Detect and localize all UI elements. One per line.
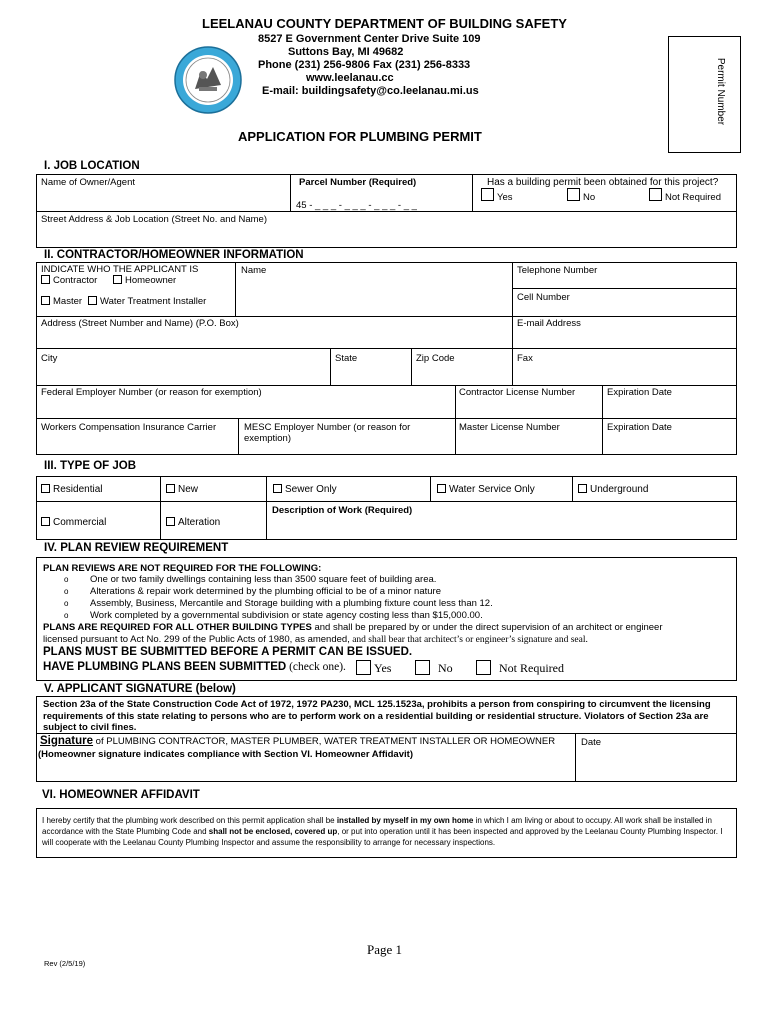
email-label: E-mail Address (517, 318, 581, 329)
fax-label: Fax (517, 353, 533, 364)
applicant-contractor[interactable]: Contractor (41, 275, 97, 286)
state-label: State (335, 353, 358, 364)
page-number: Page 1 (367, 942, 403, 957)
section-1-heading: I. JOB LOCATION (44, 160, 140, 172)
building-permit-not-required[interactable]: Not Required (649, 188, 721, 203)
name-label: Name (241, 265, 267, 276)
date-label: Date (581, 737, 602, 748)
building-permit-yes[interactable]: Yes (481, 188, 513, 203)
parcel-number-format[interactable]: 45 - _ _ _ - _ _ _ - _ _ _ - _ _ (296, 200, 417, 211)
plans-submitted-question: HAVE PLUMBING PLANS BEEN SUBMITTED (check one). (43, 661, 346, 673)
affidavit-text: I hereby certify that the plumbing work described on this permit application shall be installed by myself in my own home in which I am living or about to occupy. All work shall be installed in accordance with the State Plumbing Code and shall not be enclosed, covered up, or put into operation until it has been inspected and approved by the Leelanau County Plumbing Inspector. I will cooperate with the Leelanau County Plumbing Inspector and assume the responsibility to arrange for necessary inspections. (42, 816, 723, 847)
plans-required-line: PLANS ARE REQUIRED FOR ALL OTHER BUILDING TYPES and shall be prepared by or under the direct supervision of an architect or engineer (43, 622, 663, 633)
list-item: o One or two family dwellings containing less than 3500 square feet of building area. (42, 574, 493, 586)
section-6-heading: VI. HOMEOWNER AFFIDAVIT (42, 789, 200, 801)
website: www.leelanau.cc (306, 72, 394, 84)
checkbox-icon[interactable] (437, 484, 446, 493)
checkbox-icon[interactable] (356, 660, 371, 675)
job-water-service[interactable]: Water Service Only (437, 484, 535, 495)
checkbox-icon[interactable] (273, 484, 282, 493)
applicant-master[interactable]: Master (41, 296, 82, 307)
applicant-water-treatment[interactable]: Water Treatment Installer (88, 296, 206, 307)
permit-number-label: Permit Number (715, 57, 727, 126)
applicant-homeowner[interactable]: Homeowner (113, 275, 176, 286)
section-23a-text: Section 23a of the State Construction Code Act of 1972, 1972 PA230, MCL 125.1523a, prohibits a person from conspiring to circumvent the licensing requirements of this state relating to persons who are to perform work on a residential building or residential structure. Violators of Section 23a are subject to civil fines. (43, 699, 711, 733)
checkbox-icon[interactable] (166, 484, 175, 493)
checkbox-icon[interactable] (113, 275, 122, 284)
revision-date: Rev (2/5/19) (44, 959, 86, 968)
checkbox-icon[interactable] (649, 188, 662, 201)
job-sewer-only[interactable]: Sewer Only (273, 484, 337, 495)
street-address-label: Street Address & Job Location (Street No. and Name) (41, 214, 268, 225)
phone-fax: Phone (231) 256-9806 Fax (231) 256-8333 (258, 59, 471, 71)
checkbox-icon[interactable] (578, 484, 587, 493)
plan-review-exemptions-list (42, 574, 493, 622)
workers-comp-label: Workers Compensation Insurance Carrier (41, 422, 217, 433)
telephone-label: Telephone Number (517, 265, 598, 276)
building-permit-no[interactable]: No (567, 188, 595, 203)
contractor-license-label: Contractor License Number (459, 387, 576, 398)
plans-submitted-no[interactable]: No (415, 660, 453, 676)
plans-submit-warning: PLANS MUST BE SUBMITTED BEFORE A PERMIT CAN BE ISSUED. (43, 646, 413, 658)
applicant-type-label: INDICATE WHO THE APPLICANT IS (41, 264, 199, 275)
mesc-label: MESC Employer Number (or reason for exemption) (244, 422, 411, 444)
address-line-2: Suttons Bay, MI 49682 (288, 46, 404, 58)
signature-label: Signature of PLUMBING CONTRACTOR, MASTER PLUMBER, WATER TREATMENT INSTALLER OR HOMEOWNER (40, 735, 556, 747)
expiration-date-label: Expiration Date (607, 387, 672, 398)
county-seal-icon (173, 45, 243, 115)
checkbox-icon[interactable] (166, 517, 175, 526)
plans-submitted-not-required[interactable]: Not Required (476, 660, 564, 676)
description-of-work-label: Description of Work (Required) (272, 505, 413, 516)
email-address: E-mail: buildingsafety@co.leelanau.mi.us (262, 85, 479, 97)
cell-label: Cell Number (517, 292, 570, 303)
checkbox-icon[interactable] (476, 660, 491, 675)
job-residential[interactable]: Residential (41, 484, 102, 495)
section-3-heading: III. TYPE OF JOB (44, 460, 137, 472)
homeowner-note: (Homeowner signature indicates compliance with Section VI. Homeowner Affidavit) (38, 749, 413, 760)
job-underground[interactable]: Underground (578, 484, 648, 495)
section-2-heading: II. CONTRACTOR/HOMEOWNER INFORMATION (44, 249, 304, 261)
city-label: City (41, 353, 58, 364)
checkbox-icon[interactable] (41, 517, 50, 526)
job-new[interactable]: New (166, 484, 198, 495)
job-commercial[interactable]: Commercial (41, 517, 106, 528)
job-alteration[interactable]: Alteration (166, 517, 220, 528)
checkbox-icon[interactable] (41, 275, 50, 284)
list-item: o Assembly, Business, Mercantile and Storage building with a plumbing fixture count less than 12. (42, 598, 493, 610)
plans-submitted-yes[interactable]: Yes (356, 660, 391, 676)
licensed-line: licensed pursuant to Act No. 299 of the Public Acts of 1980, as amended, and shall bear that architect’s or engineer’s signature and seal. (43, 634, 588, 645)
checkbox-icon[interactable] (567, 188, 580, 201)
master-license-label: Master License Number (459, 422, 560, 433)
zip-label: Zip Code (416, 353, 455, 364)
expiration-date-2-label: Expiration Date (607, 422, 672, 433)
address-label: Address (Street Number and Name) (P.O. Box) (41, 318, 239, 329)
section-5-heading: V. APPLICANT SIGNATURE (below) (44, 683, 236, 695)
fein-label: Federal Employer Number (or reason for exemption) (41, 387, 262, 398)
checkbox-icon[interactable] (481, 188, 494, 201)
checkbox-icon[interactable] (415, 660, 430, 675)
parcel-number-label: Parcel Number (Required) (299, 177, 417, 188)
plan-review-not-required-title: PLAN REVIEWS ARE NOT REQUIRED FOR THE FOLLOWING: (43, 563, 322, 574)
checkbox-icon[interactable] (41, 296, 50, 305)
address-line-1: 8527 E Government Center Drive Suite 109 (258, 33, 481, 45)
building-permit-question: Has a building permit been obtained for this project? (487, 177, 719, 188)
department-title: LEELANAU COUNTY DEPARTMENT OF BUILDING SAFETY (202, 16, 567, 31)
permit-number-box[interactable] (668, 36, 741, 153)
section-4-heading: IV. PLAN REVIEW REQUIREMENT (44, 542, 229, 554)
form-title: APPLICATION FOR PLUMBING PERMIT (238, 129, 482, 144)
checkbox-icon[interactable] (41, 484, 50, 493)
list-item: o Work completed by a governmental subdivision or state agency costing less than $15,000.00. (42, 610, 493, 622)
owner-agent-label: Name of Owner/Agent (41, 177, 135, 188)
list-item: o Alterations & repair work determined by the plumbing official to be of a minor nature (42, 586, 493, 598)
checkbox-icon[interactable] (88, 296, 97, 305)
